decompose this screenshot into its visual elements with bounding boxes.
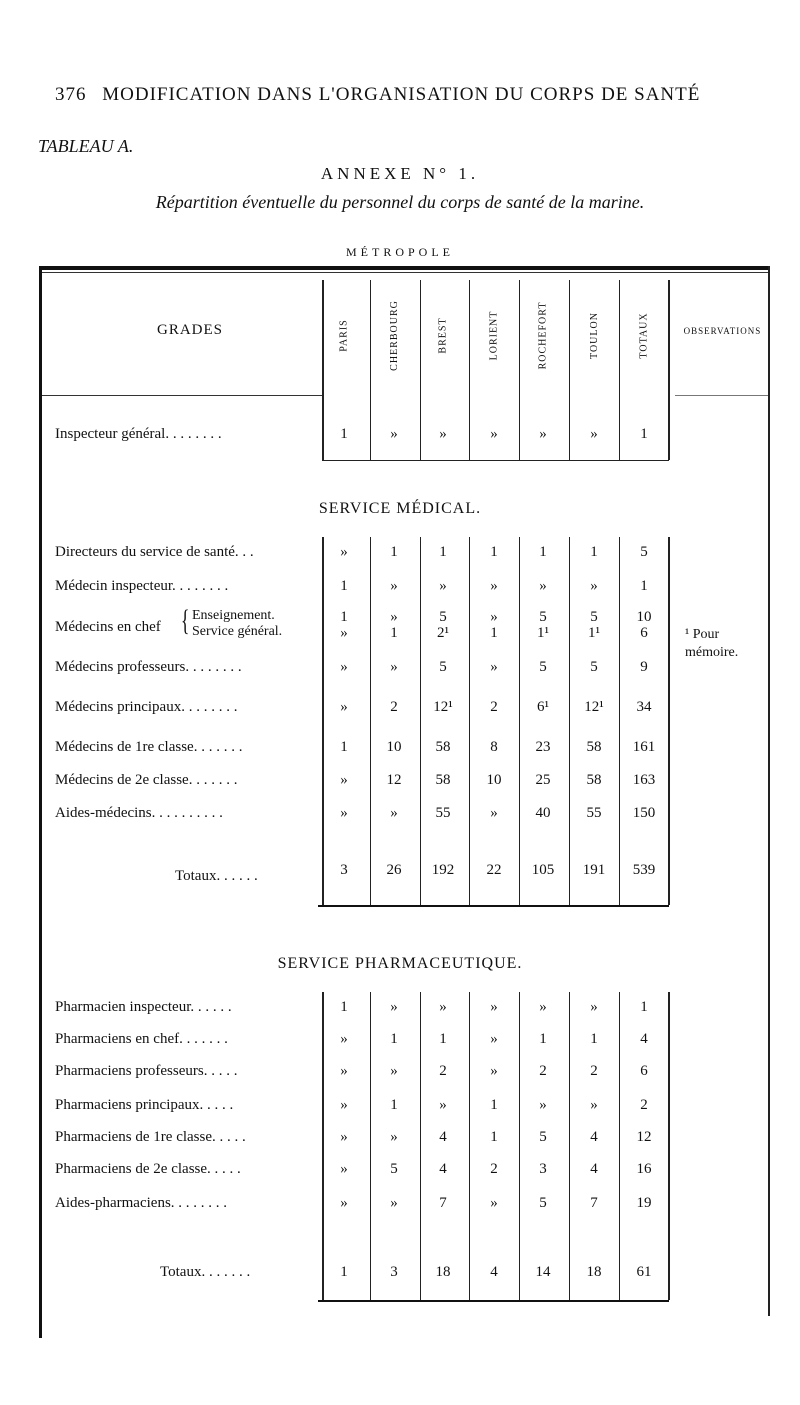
cell-medical: 12¹ (433, 699, 453, 715)
cell-inspecteur-0: 1 (340, 426, 348, 442)
cell-medical: 1 (390, 544, 398, 560)
cell-pharma: » (340, 1161, 348, 1177)
cell-medical: 1¹ (537, 625, 549, 641)
cell-medical: 150 (632, 805, 656, 821)
medical-rule-7 (668, 537, 670, 905)
cell-medical: 25 (535, 772, 551, 788)
head-rule-3 (469, 280, 470, 460)
tableau-label: TABLEAU A. (38, 136, 134, 156)
cell-medical: 40 (535, 805, 551, 821)
cell-inspecteur-5: » (590, 426, 598, 442)
cell-medical: 5 (590, 609, 598, 625)
cell-pharma: » (490, 999, 498, 1015)
table-left-rule (39, 266, 42, 1338)
cell-pharma: 4 (590, 1161, 598, 1177)
row-label-inspecteur-general: Inspecteur général. . . . . . . . (55, 426, 222, 442)
cell-pharma: 1 (439, 1031, 447, 1047)
cell-medical: 58 (586, 772, 602, 788)
observations-separator (675, 395, 768, 396)
cell-pharma: 4 (640, 1031, 648, 1047)
pharma-rule-5 (569, 992, 570, 1300)
cell-pharma: » (590, 999, 598, 1015)
cell-pharma: 5 (390, 1161, 398, 1177)
cell-pharma: » (390, 999, 398, 1015)
cell-medical: » (490, 805, 498, 821)
cell-medical: 5 (539, 659, 547, 675)
cell-medical: 1 (340, 578, 348, 594)
column-header-label: BREST (437, 316, 449, 354)
cell-medical: 2 (390, 699, 398, 715)
pharma-rule-3 (469, 992, 470, 1300)
total-cell-medical: 191 (582, 862, 606, 878)
cell-medical: 1 (640, 578, 648, 594)
cell-medical: 9 (640, 659, 648, 675)
cell-medical: » (539, 578, 547, 594)
totals-label-medical: Totaux. . . . . . (175, 868, 258, 884)
cell-pharma: 1 (340, 999, 348, 1015)
cell-medical: 34 (636, 699, 652, 715)
cell-medical: » (340, 625, 348, 641)
cell-pharma: 7 (439, 1195, 447, 1211)
head-bottom-rule (322, 460, 669, 461)
cell-medical: 1 (340, 609, 348, 625)
page-number: 376 (55, 84, 87, 105)
column-header-lorient (484, 290, 504, 380)
cell-medical: 5 (590, 659, 598, 675)
cell-medical: » (340, 699, 348, 715)
cell-inspecteur-1: » (390, 426, 398, 442)
cell-medical: » (390, 578, 398, 594)
total-cell-pharma: 1 (340, 1264, 348, 1280)
section-title-service-medical: SERVICE MÉDICAL. (318, 500, 482, 517)
cell-medical: » (390, 609, 398, 625)
cell-medical: » (340, 805, 348, 821)
row-label-medical: Médecins de 2e classe. . . . . . . (55, 772, 238, 788)
row-label-medecins-en-chef-sub: Service général. (192, 624, 283, 639)
total-cell-pharma: 18 (435, 1264, 451, 1280)
header-separator (42, 395, 322, 396)
cell-medical: 10 (636, 609, 652, 625)
cell-pharma: 1 (490, 1097, 498, 1113)
cell-pharma: 1 (539, 1031, 547, 1047)
cell-pharma: » (490, 1195, 498, 1211)
column-header-label: TOTAUX (638, 311, 650, 359)
grades-header: GRADES (156, 322, 223, 338)
total-cell-medical: 3 (340, 862, 348, 878)
cell-medical: 1 (490, 625, 498, 641)
cell-pharma: » (340, 1129, 348, 1145)
cell-pharma: » (490, 1063, 498, 1079)
row-label-medical: Médecins principaux. . . . . . . . (55, 699, 238, 715)
cell-inspecteur-6: 1 (640, 426, 648, 442)
cell-pharma: » (340, 1063, 348, 1079)
cell-pharma: 4 (439, 1129, 447, 1145)
cell-medical: » (439, 578, 447, 594)
cell-medical: 10 (386, 739, 402, 755)
running-title: MODIFICATION DANS L'ORGANISATION DU CORPS DE SANTÉ (102, 84, 701, 105)
totals-label-pharma: Totaux. . . . . . . (160, 1264, 251, 1280)
cell-pharma: 1 (390, 1097, 398, 1113)
cell-medical: 1 (340, 739, 348, 755)
cell-medical: 5 (439, 659, 447, 675)
cell-medical: 8 (490, 739, 498, 755)
cell-pharma: » (590, 1097, 598, 1113)
cell-medical: » (390, 805, 398, 821)
column-header-label: PARIS (338, 318, 350, 352)
column-header-paris (334, 290, 354, 380)
pharma-rule-7 (668, 992, 670, 1300)
brace-symbol: { (180, 604, 190, 637)
annexe-title: ANNEXE N° 1. (320, 164, 480, 183)
total-cell-medical: 192 (431, 862, 455, 878)
cell-medical: 1¹ (588, 625, 600, 641)
column-header-cherbourg (384, 290, 404, 380)
row-label-pharma: Pharmaciens principaux. . . . . (55, 1097, 234, 1113)
cell-medical: 1 (439, 544, 447, 560)
total-cell-pharma: 14 (535, 1264, 551, 1280)
cell-inspecteur-4: » (539, 426, 547, 442)
cell-medical: 6¹ (537, 699, 549, 715)
row-label-medical: Aides-médecins. . . . . . . . . . (55, 805, 223, 821)
cell-medical: 5 (439, 609, 447, 625)
pharma-rule-6 (619, 992, 620, 1300)
cell-pharma: » (390, 1063, 398, 1079)
cell-pharma: » (539, 999, 547, 1015)
cell-medical: 5 (640, 544, 648, 560)
total-cell-pharma: 4 (490, 1264, 498, 1280)
cell-medical: 1 (390, 625, 398, 641)
cell-pharma: 2 (590, 1063, 598, 1079)
cell-medical: » (390, 659, 398, 675)
cell-pharma: 4 (590, 1129, 598, 1145)
cell-pharma: 16 (636, 1161, 652, 1177)
cell-pharma: 12 (636, 1129, 652, 1145)
cell-pharma: 2 (539, 1063, 547, 1079)
cell-medical: 23 (535, 739, 551, 755)
column-header-rochefort (533, 290, 553, 380)
cell-medical: » (490, 659, 498, 675)
cell-pharma: » (439, 999, 447, 1015)
cell-pharma: » (390, 1195, 398, 1211)
row-label-medical: Médecins de 1re classe. . . . . . . (55, 739, 243, 755)
head-rule-7 (668, 280, 670, 460)
row-label-medical: Médecin inspecteur. . . . . . . . (55, 578, 229, 594)
cell-pharma: 5 (539, 1129, 547, 1145)
cell-pharma: 1 (640, 999, 648, 1015)
cell-medical: » (340, 544, 348, 560)
cell-medical: 6 (640, 625, 648, 641)
cell-pharma: 1 (590, 1031, 598, 1047)
cell-medical: 2 (490, 699, 498, 715)
row-label-pharma: Pharmaciens en chef. . . . . . . (55, 1031, 228, 1047)
column-header-label: TOULON (588, 311, 600, 359)
cell-medical: » (340, 659, 348, 675)
cell-medical: 10 (486, 772, 502, 788)
cell-pharma: » (539, 1097, 547, 1113)
cell-medical: 1 (590, 544, 598, 560)
cell-pharma: 6 (640, 1063, 648, 1079)
cell-pharma: 2 (640, 1097, 648, 1113)
cell-medical: 161 (632, 739, 656, 755)
medical-rule-3 (469, 537, 470, 905)
table-subtitle: Répartition éventuelle du personnel du corps de santé de la marine. (155, 192, 645, 212)
cell-medical: 2¹ (437, 625, 449, 641)
cell-pharma: » (439, 1097, 447, 1113)
cell-medical: 12¹ (584, 699, 604, 715)
cell-inspecteur-3: » (490, 426, 498, 442)
cell-medical: » (590, 578, 598, 594)
medical-rule-5 (569, 537, 570, 905)
total-cell-medical: 26 (386, 862, 402, 878)
total-cell-pharma: 18 (586, 1264, 602, 1280)
column-header-label: ROCHEFORT (537, 301, 549, 369)
row-label-medical: Directeurs du service de santé. . . (55, 544, 254, 560)
footnote-pour-memoire: ¹ Pour mémoire. (685, 627, 739, 660)
pharma-bottom-rule (318, 1300, 669, 1302)
cell-pharma: 2 (439, 1063, 447, 1079)
row-label-pharma: Aides-pharmaciens. . . . . . . . (55, 1195, 228, 1211)
total-cell-pharma: 3 (390, 1264, 398, 1280)
cell-pharma: 1 (390, 1031, 398, 1047)
cell-medical: 12 (386, 772, 402, 788)
table-right-rule (768, 266, 770, 1316)
row-label-medecins-en-chef-sub: Enseignement. (192, 608, 275, 623)
head-rule-5 (569, 280, 570, 460)
cell-pharma: 4 (439, 1161, 447, 1177)
cell-medical: » (490, 609, 498, 625)
column-header-brest (433, 290, 453, 380)
column-header-toulon (584, 290, 604, 380)
cell-medical: 1 (539, 544, 547, 560)
cell-inspecteur-2: » (439, 426, 447, 442)
total-cell-medical: 105 (531, 862, 555, 878)
cell-medical: 1 (490, 544, 498, 560)
metropole-heading: MÉTROPOLE (346, 245, 454, 259)
cell-medical: 55 (435, 805, 451, 821)
total-cell-pharma: 61 (636, 1264, 652, 1280)
cell-pharma: » (340, 1195, 348, 1211)
cell-pharma: » (390, 1129, 398, 1145)
row-label-medical: Médecins professeurs. . . . . . . . (55, 659, 242, 675)
cell-pharma: 5 (539, 1195, 547, 1211)
total-cell-medical: 539 (632, 862, 656, 878)
column-header-label: CHERBOURG (388, 299, 400, 371)
cell-medical: » (340, 772, 348, 788)
running-header (55, 84, 745, 106)
medical-rule-6 (619, 537, 620, 905)
cell-pharma: 1 (490, 1129, 498, 1145)
cell-medical: 58 (435, 739, 451, 755)
row-label-pharma: Pharmaciens professeurs. . . . . (55, 1063, 238, 1079)
cell-pharma: 2 (490, 1161, 498, 1177)
column-header-totaux (634, 290, 654, 380)
cell-pharma: » (340, 1097, 348, 1113)
table-top-rule-thin (40, 272, 770, 273)
row-label-medecins-en-chef: Médecins en chef (55, 619, 161, 635)
cell-pharma: 19 (636, 1195, 652, 1211)
row-label-pharma: Pharmaciens de 2e classe. . . . . (55, 1161, 241, 1177)
total-cell-medical: 22 (486, 862, 502, 878)
cell-pharma: 7 (590, 1195, 598, 1211)
observations-header: OBSERVATIONS (683, 326, 762, 336)
cell-medical: » (490, 578, 498, 594)
cell-medical: 163 (632, 772, 656, 788)
cell-pharma: 3 (539, 1161, 547, 1177)
cell-pharma: » (490, 1031, 498, 1047)
cell-medical: 55 (586, 805, 602, 821)
cell-medical: 5 (539, 609, 547, 625)
column-header-label: LORIENT (488, 310, 500, 360)
row-label-pharma: Pharmaciens de 1re classe. . . . . (55, 1129, 246, 1145)
medical-bottom-rule (318, 905, 669, 907)
cell-pharma: » (340, 1031, 348, 1047)
section-title-service-pharmaceutique: SERVICE PHARMACEUTIQUE. (277, 955, 523, 972)
cell-medical: 58 (586, 739, 602, 755)
head-rule-6 (619, 280, 620, 460)
table-top-rule (40, 266, 770, 270)
row-label-pharma: Pharmacien inspecteur. . . . . . (55, 999, 232, 1015)
cell-medical: 58 (435, 772, 451, 788)
